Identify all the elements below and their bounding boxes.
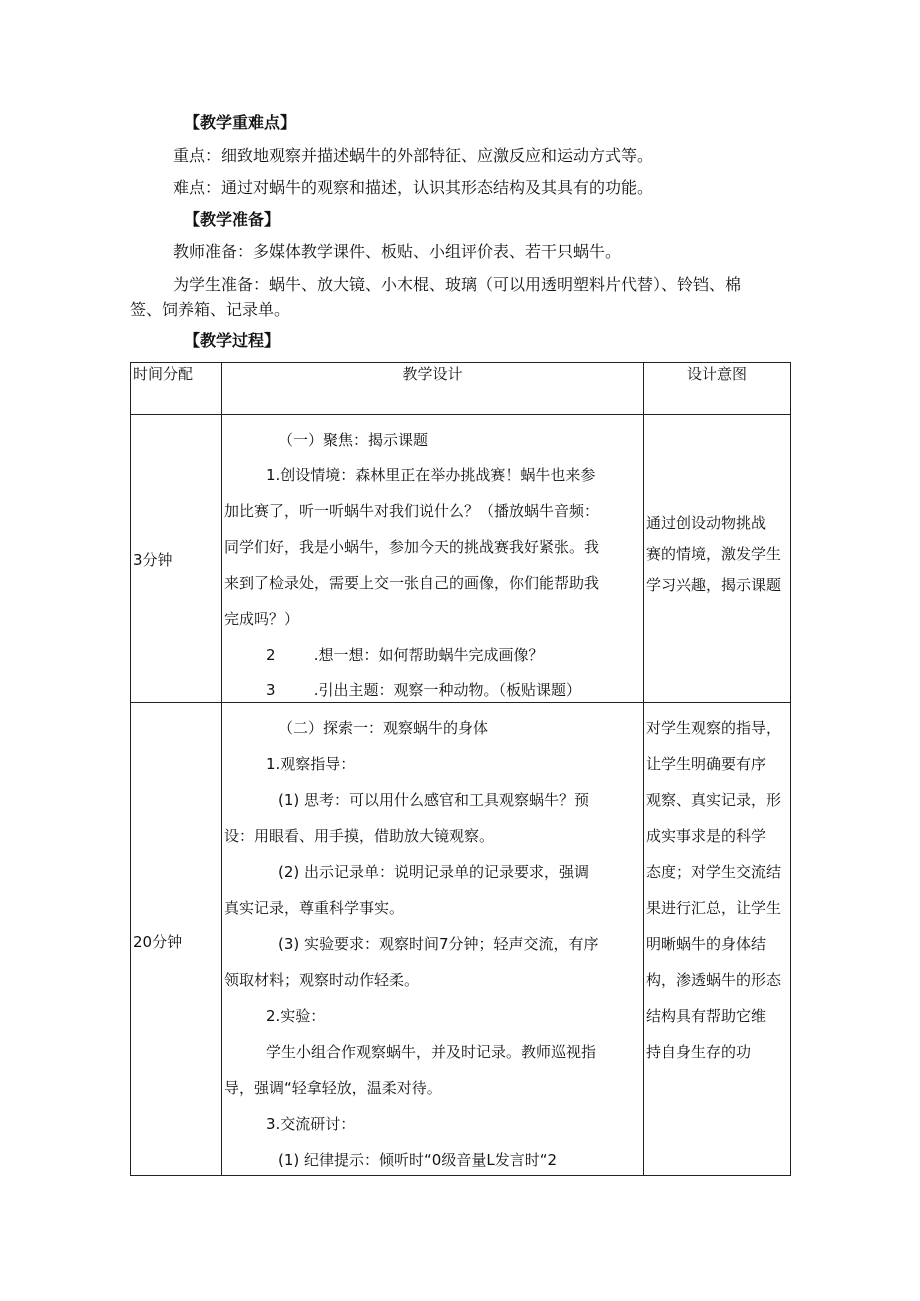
- row2-design-line: 学生小组合作观察蜗牛，并及时记录。教师巡视指: [266, 1043, 597, 1061]
- row2-time-cell: [131, 703, 222, 1176]
- row2-design-line: (2) 出示记录单：说明记录单的记录要求，强调: [278, 863, 590, 881]
- row2-intent-line: 观察、真实记录，形: [646, 791, 782, 809]
- table-row: [131, 415, 791, 703]
- header-intent: 设计意图: [644, 363, 791, 415]
- row1-time: 3分钟: [133, 551, 173, 569]
- key-point-text: 重点：细致地观察并描述蜗牛的外部特征、应激反应和运动方式等。: [173, 146, 654, 165]
- row2-intent-cell: [644, 703, 791, 1176]
- row2-design-line: 真实记录，尊重科学事实。: [224, 899, 405, 917]
- row2-design-line: 3.交流研讨：: [266, 1115, 356, 1133]
- row1-intent-cell: [644, 415, 791, 703]
- row2-design-line: 1.观察指导：: [266, 755, 356, 773]
- table-header-row: [131, 363, 791, 415]
- row2-design-line: 导，强调“轻拿轻放，温柔对待。: [224, 1079, 442, 1097]
- row1-intent-line: 通过创设动物挑战: [646, 514, 767, 532]
- row1-design-line: （一）聚焦：揭示课题: [278, 431, 429, 449]
- row1-design-line: 加比赛了，听一听蜗牛对我们说什么？（播放蜗牛音频：: [224, 502, 600, 520]
- row1-design-line: 3 .引出主题：观察一种动物。（板贴课题）: [266, 681, 581, 699]
- lesson-table: [130, 362, 791, 1176]
- row2-intent-line: 让学生明确要有序: [646, 755, 767, 773]
- table-row: [131, 703, 791, 1176]
- row2-intent-line: 成实事求是的科学: [646, 827, 767, 845]
- row2-design-line: 2.实验：: [266, 1007, 326, 1025]
- teacher-prep-text: 教师准备：多媒体教学课件、板贴、小组评价表、若干只蜗牛。: [173, 242, 622, 261]
- row2-design-line: （二）探索一：观察蜗牛的身体: [278, 719, 489, 737]
- row2-design-line: (1) 思考：可以用什么感官和工具观察蜗牛？预: [278, 791, 590, 809]
- row2-intent-line: 构，渗透蜗牛的形态: [646, 971, 782, 989]
- difficulty-text: 难点：通过对蜗牛的观察和描述，认识其形态结构及其具有的功能。: [173, 178, 654, 197]
- row2-design-cell: [222, 703, 644, 1176]
- row2-intent-line: 果进行汇总，让学生: [646, 899, 782, 917]
- heading-prep: 【教学准备】: [184, 210, 281, 229]
- row2-intent-line: 态度；对学生交流结: [646, 863, 782, 881]
- header-time: 时间分配: [131, 363, 222, 415]
- row1-intent-line: 学习兴趣，揭示课题: [646, 576, 782, 594]
- row1-intent-line: 赛的情境，激发学生: [646, 545, 782, 563]
- row1-design-line: 来到了检录处，需要上交一张自己的画像，你们能帮助我: [224, 574, 600, 592]
- header-design: 教学设计: [222, 363, 644, 415]
- student-prep-line1: 为学生准备：蜗牛、放大镜、小木棍、玻璃（可以用透明塑料片代替）、铃铛、棉: [173, 275, 742, 294]
- row1-design-line: 同学们好，我是小蜗牛，参加今天的挑战赛我好紧张。我: [224, 538, 600, 556]
- heading-process: 【教学过程】: [184, 331, 281, 350]
- row2-intent-line: 结构具有帮助它维: [646, 1007, 767, 1025]
- row1-design-line: 2 .想一想：如何帮助蜗牛完成画像？: [266, 646, 544, 664]
- row1-design-line: 完成吗？）: [224, 610, 300, 628]
- row1-time-cell: [131, 415, 222, 703]
- row2-intent-line: 明晰蜗牛的身体结: [646, 935, 767, 953]
- row2-time: 20分钟: [133, 933, 183, 951]
- row2-intent-line: 对学生观察的指导，: [646, 719, 782, 737]
- row2-design-line: 设：用眼看、用手摸，借助放大镜观察。: [224, 827, 495, 845]
- row1-design-cell: [222, 415, 644, 703]
- student-prep-line2: 签、饲养箱、记录单。: [130, 300, 291, 319]
- row2-design-line: (1) 纪律提示：倾听时“0级音量L发言时“2: [278, 1151, 558, 1169]
- heading-keypoints: 【教学重难点】: [184, 113, 297, 132]
- row1-design-line: 1.创设情境：森林里正在举办挑战赛！蜗牛也来参: [266, 466, 596, 484]
- row2-design-line: 领取材料；观察时动作轻柔。: [224, 971, 420, 989]
- row2-intent-line: 持自身生存的功: [646, 1043, 752, 1061]
- row2-design-line: (3) 实验要求：观察时间7分钟；轻声交流，有序: [278, 935, 599, 953]
